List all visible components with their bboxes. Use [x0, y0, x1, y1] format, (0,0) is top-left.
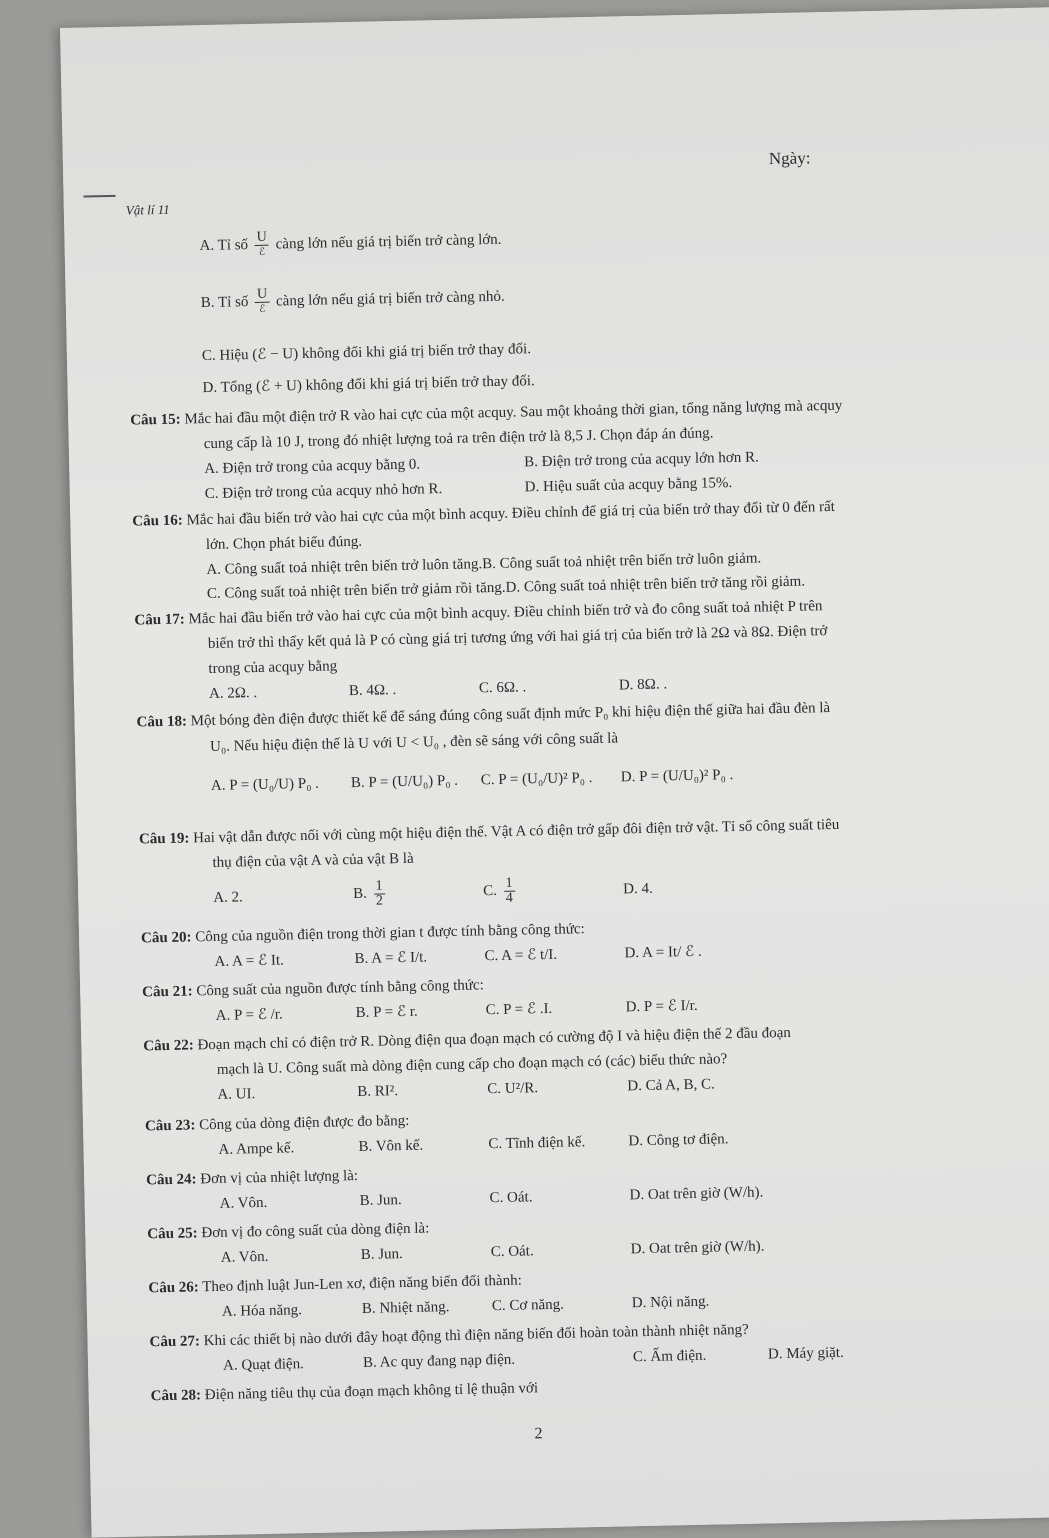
q19-stem-2: thụ điện của vật A và của vật B là [212, 850, 414, 871]
q23-option-a: A. Ampe kế. [218, 1140, 295, 1158]
q19-stem: Câu 19: Hai vật dẫn được nối với cùng một hiệu điện thế. Vật A có điện trở gấp đôi điện trở vật. Tỉ số công suất tiêu [138, 816, 840, 848]
q16-stem-2: lớn. Chọn phát biểu đúng. [205, 533, 363, 554]
q22-stem-2: mạch là U. Công suất mà dòng điện cung cấp cho đoạn mạch có (các) biểu thức nào? [216, 1051, 728, 1078]
q22-stem: Câu 22: Đoạn mạch chỉ có điện trở R. Dòng điện qua đoạn mạch có cường độ I và hiệu điện thế 2 đầu đoạn [143, 1024, 791, 1055]
q23-option-d: D. Công tơ điện. [628, 1131, 729, 1150]
q28-stem: Câu 28: Điện năng tiêu thụ của đoạn mạch không tỉ lệ thuận với [150, 1380, 539, 1405]
q16-stem: Câu 16: Mắc hai đầu biến trở vào hai cực của một bình acquy. Điều chỉnh để giá trị của biến trở thay đổi từ 0 đến rất [132, 498, 835, 530]
q27-option-a: A. Quạt điện. [222, 1356, 305, 1374]
q15-option-b: B. Điện trở trong của acquy lớn hơn R. [524, 449, 759, 471]
q24-option-d: D. Oat trên giờ (W/h). [629, 1184, 764, 1204]
q14-option-c: C. Hiệu (ℰ − U) không đổi khi giá trị biến trở thay đổi. [201, 341, 532, 365]
q23-option-b: B. Vôn kế. [358, 1137, 424, 1155]
date-label: Ngày: [768, 148, 811, 169]
q26-stem: Câu 26: Theo định luật Jun-Len xơ, điện năng biến đổi thành: [148, 1272, 522, 1297]
q17-stem-3: trong của acquy bằng [208, 658, 338, 678]
q16-options-cd: C. Công suất toả nhiệt trên biến trở giảm rồi tăng.D. Công suất toả nhiệt trên biến trở tăng rồi giảm. [206, 573, 806, 603]
q22-option-d: D. Cả A, B, C. [627, 1076, 715, 1095]
q17-option-a: A. 2Ω. . [208, 685, 258, 703]
q15-option-a: A. Điện trở trong của acquy bằng 0. [204, 456, 421, 478]
q18-option-a: A. P = (U₀/U) P₀ . [210, 775, 320, 795]
q24-option-c: C. Oát. [489, 1189, 533, 1207]
q26-option-c: C. Cơ năng. [491, 1296, 565, 1315]
q15-stem-2: cung cấp là 10 J, trong đó nhiệt lượng toả ra trên điện trở là 8,5 J. Chọn đáp án đúng. [203, 425, 714, 453]
q26-option-a: A. Hóa năng. [221, 1302, 303, 1320]
q15-option-c: C. Điện trở trong của acquy nhỏ hơn R. [204, 481, 443, 503]
q21-option-b: B. P = ℰ r. [355, 1003, 418, 1022]
q18-option-d: D. P = (U/U₀)² P₀ . [620, 767, 734, 786]
q26-option-d: D. Nội năng. [631, 1293, 710, 1312]
q14-option-a: A. Tỉ số $\frac{U}{\text{ℰ}}$ càng lớn nếu giá trị biến trở càng lớn. [199, 229, 502, 258]
q20-stem: Câu 20: Công của nguồn điện trong thời gian t được tính bằng công thức: [140, 921, 585, 947]
q21-stem: Câu 21: Công suất của nguồn được tính bằng công thức: [142, 977, 484, 1001]
q22-option-c: C. U²/R. [487, 1080, 539, 1098]
q22-option-b: B. RI². [357, 1083, 399, 1101]
q27-option-d: D. Máy giặt. [767, 1344, 844, 1363]
q25-option-d: D. Oat trên giờ (W/h). [630, 1238, 765, 1258]
paper-sheet [60, 7, 1049, 1538]
q25-option-a: A. Vôn. [220, 1248, 269, 1266]
q17-option-d: D. 8Ω. . [618, 676, 668, 694]
q27-option-b: B. Ac quy đang nạp điện. [362, 1351, 516, 1371]
q17-stem: Câu 17: Mắc hai đầu biến trở vào hai cực của một bình acquy. Điều chỉnh biến trở và đo công suất toả nhiệt P trên [134, 598, 823, 629]
q26-option-b: B. Nhiệt năng. [361, 1299, 450, 1317]
q24-option-b: B. Jun. [359, 1192, 402, 1209]
q18-stem: Câu 18: Một bóng đèn điện được thiết kế để sáng đúng công suất định mức P₀ khi hiệu điện thế giữa hai đầu đèn là [136, 700, 831, 731]
q20-option-d: D. A = It/ ℰ . [624, 943, 702, 962]
q19-option-b: B. $\frac{1}{2}$ [353, 878, 384, 909]
q18-option-c: C. P = (U₀/U)² P₀ . [480, 770, 593, 789]
q25-option-b: B. Jun. [360, 1246, 404, 1263]
q24-stem: Câu 24: Đơn vị của nhiệt lượng là: [145, 1168, 359, 1189]
q27-stem: Câu 27: Khi các thiết bị nào dưới đây hoạt động thì điện năng biến đổi hoàn toàn thành nhiệt năng? [149, 1321, 749, 1351]
q16-options-ab: A. Công suất toả nhiệt trên biến trở luôn tăng.B. Công suất toả nhiệt trên biến trở luôn giảm. [206, 550, 762, 579]
q21-option-a: A. P = ℰ /r. [215, 1006, 283, 1024]
q18-stem-2: U₀. Nếu hiệu điện thế là U với U < U₀ , đèn sẽ sáng với công suất là [209, 730, 619, 756]
q21-option-d: D. P = ℰ I/r. [625, 997, 698, 1016]
q27-option-c: C. Ấm điện. [632, 1347, 707, 1366]
q20-option-c: C. A = ℰ t/I. [484, 946, 558, 965]
q25-option-c: C. Oát. [490, 1243, 534, 1261]
q15-option-d: D. Hiệu suất của acquy bằng 15%. [524, 475, 733, 496]
q24-option-a: A. Vôn. [219, 1194, 268, 1212]
q19-option-c: C. $\frac{1}{4}$ [483, 875, 513, 906]
q17-option-c: C. 6Ω. . [478, 679, 527, 697]
q17-stem-2: biến trở thì thấy kết quả là P có cùng giá trị tương ứng với hai giá trị của biến trở là 2Ω và 8Ω. Điện trở [207, 623, 828, 653]
q23-stem: Câu 23: Công của dòng điện được đo bằng: [144, 1112, 410, 1135]
q17-option-b: B. 4Ω. . [348, 682, 397, 700]
q21-option-c: C. P = ℰ .I. [485, 1000, 553, 1019]
q23-option-c: C. Tĩnh điện kế. [488, 1134, 586, 1153]
q18-option-b: B. P = (U/U₀) P₀ . [350, 772, 459, 792]
subject-label: Vật lí 11 [125, 201, 170, 218]
q20-option-a: A. A = ℰ It. [214, 952, 284, 970]
q14-option-d: D. Tổng (ℰ + U) không đổi khi giá trị biến trở thay đổi. [202, 373, 535, 397]
page-number: 2 [534, 1425, 543, 1443]
q14-option-b: B. Tỉ số $\frac{U}{\text{ℰ}}$ càng lớn nếu giá trị biến trở càng nhỏ. [200, 286, 505, 315]
q19-option-a: A. 2. [213, 889, 244, 906]
header-mark [83, 187, 115, 198]
q20-option-b: B. A = ℰ I/t. [354, 949, 428, 968]
q22-option-a: A. UI. [217, 1086, 256, 1103]
q15-stem: Câu 15: Mắc hai đầu một điện trở R vào hai cực của một acquy. Sau một khoảng thời gian, tổng năng lượng mà acquy [130, 397, 843, 429]
q19-option-d: D. 4. [622, 880, 653, 898]
q25-stem: Câu 25: Đơn vị đo công suất của dòng điện là: [147, 1220, 430, 1243]
